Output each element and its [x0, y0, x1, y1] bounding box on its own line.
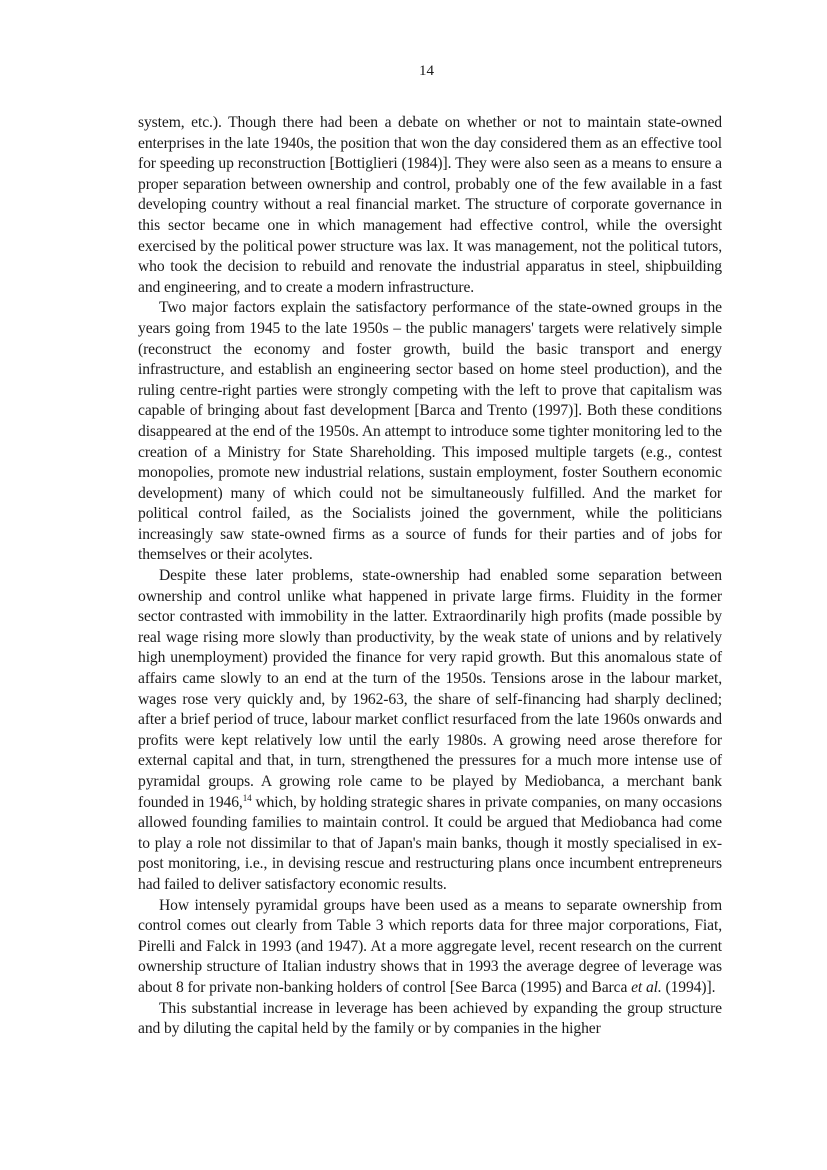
paragraph-3-text-a: Despite these later problems, state-ownership had enabled some separation between ownership and control unlike what happened in private large firms. Fluidity in the former sector contrasted with immobility in the latter. Extraordinarily high profits (made possible by real wage rising more slowly than productivity, by the weak state of unions and by relatively high unemployment) provided the finance for very rapid growth. But this anomalous state of affairs came slowly to an end at the turn of the 1950s. Tensions arose in the labour market, wages rose very quickly and, by 1962-63, the share of self-financing had sharply declined; after a brief period of truce, labour market conflict resurfaced from the late 1960s onwards and profits were kept relatively low until the early 1980s. A growing need arose therefore for external capital and that, in turn, strengthened the pressures for a much more intense use of pyramidal groups. A growing role came to be played by Mediobanca, a merchant bank founded in 1946, — [138, 567, 722, 811]
paragraph-4-italic: et al. — [631, 978, 662, 996]
body-text — [138, 113, 722, 1040]
footnote-reference: 14 — [242, 792, 252, 803]
paragraph-1: system, etc.). Though there had been a debate on whether or not to maintain state-owned enterprises in the late 1940s, the position that won the day considered them as an effective tool for speeding up reconstruction [Bottiglieri (1984)]. They were also seen as a means to ensure a proper separation between ownership and control, probably one of the few available in a fast developing country without a real financial market. The structure of corporate governance in this sector became one in which management had effective control, while the oversight exercised by the political power structure was lax. It was management, not the political tutors, who took the decision to rebuild and renovate the industrial apparatus in steel, shipbuilding and engineering, and to create a modern infrastructure. — [138, 114, 722, 296]
paragraph-4 — [138, 896, 722, 999]
paragraph-4-text-a: How intensely pyramidal groups have been used as a means to separate ownership from control comes out clearly from Table 3 which reports data for three major corporations, Fiat, Pirelli and Falck in 1993 (and 1947). At a more aggregate level, recent research on the current ownership structure of Italian industry shows that in 1993 the average degree of leverage was about 8 for private non-banking holders of control [See Barca (1995) and Barca — [138, 896, 722, 996]
paragraph-2: Two major factors explain the satisfactory performance of the state-owned groups in the years going from 1945 to the late 1950s – the public managers' targets were relatively simple (reconstruct the economy and foster growth, build the basic transport and energy infrastructure, and establish an engineering sector based on home steel production), and the ruling centre-right parties were strongly competing with the left to prove that capitalism was capable of bringing about fast development [Barca and Trento (1997)]. Both these conditions disappeared at the end of the 1950s. An attempt to introduce some tighter monitoring led to the creation of a Ministry for State Shareholding. This imposed multiple targets (e.g., contest monopolies, promote new industrial relations, sustain employment, foster Southern economic development) many of which could not be simultaneously fulfilled. And the market for political control failed, as the Socialists joined the government, while the politicians increasingly saw state-owned firms as a source of funds for their parties and of jobs for themselves or their acolytes. — [138, 299, 722, 564]
paragraph-3 — [138, 566, 722, 896]
paragraph-5: This substantial increase in leverage has been achieved by expanding the group structure and by diluting the capital held by the family or by companies in the higher — [138, 999, 722, 1038]
page-number: 14 — [419, 63, 434, 79]
paragraph-4-text-b: (1994)]. — [661, 978, 716, 996]
paragraph-3-text-b: which, by holding strategic shares in private companies, on many occasions allowed founding families to maintain control. It could be argued that Mediobanca had come to play a role not dissimilar to that of Japan's main banks, though it mostly specialised in ex-post monitoring, i.e., in devising rescue and restructuring plans once incumbent entrepreneurs had failed to deliver satisfactory economic results. — [138, 793, 723, 893]
